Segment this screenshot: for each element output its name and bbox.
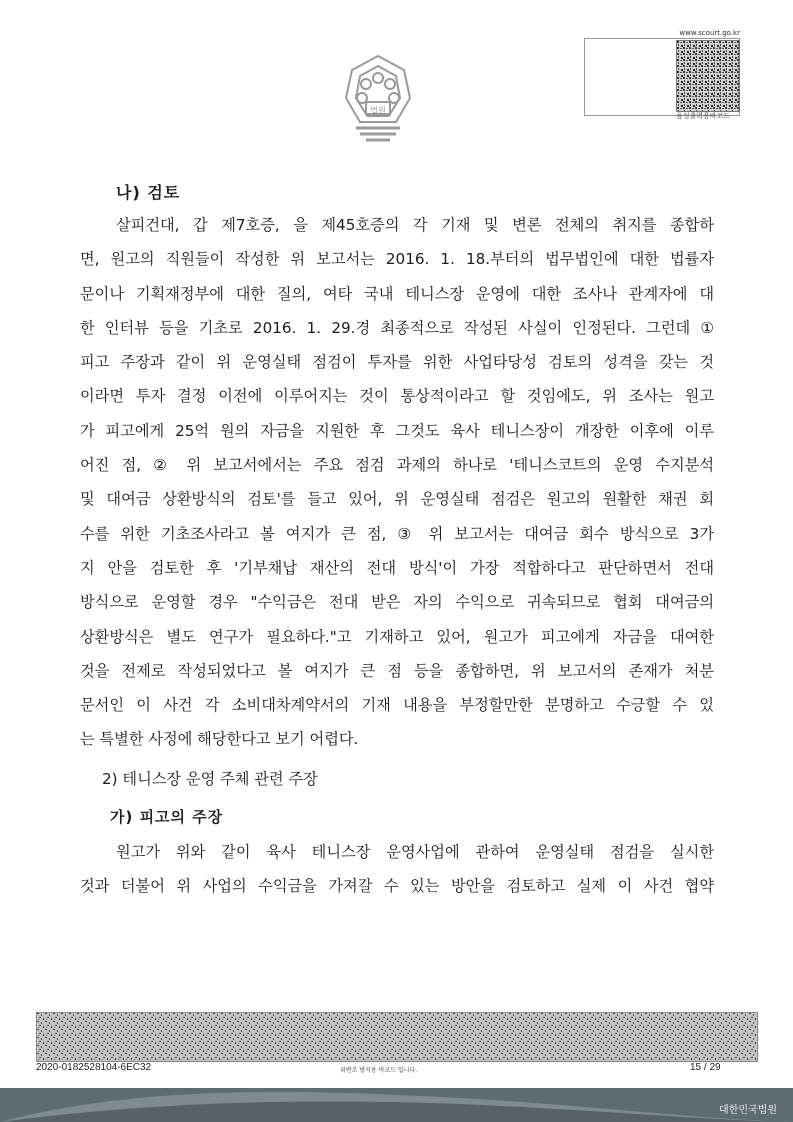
section-heading-review: 나) 검토 [116, 183, 181, 202]
barcode-caption: 음성출력용바코드 [675, 112, 731, 120]
text-line: 살피건대, 갑 제7호증, 을 제45호증의 각 기재 및 변론 전체의 취지를 종합하 [116, 216, 714, 234]
text-line: 피고 주장과 같이 위 운영실태 점검이 투자를 위한 사업타당성 검토의 성격을 갖는 것 [80, 353, 714, 372]
text-line: 및 대여금 상환방식의 검토'를 들고 있어, 위 운영실태 점검은 원고의 원활한 채권 회 [80, 490, 714, 509]
defendant-claim-paragraph [80, 835, 714, 904]
subsection-heading-operation: 2) 테니스장 운영 주체 관련 주장 [102, 769, 318, 788]
text-line: 면, 원고의 직원들이 작성한 위 보고서는 2016. 1. 18.부터의 법무법인에 대한 법률자 [80, 250, 714, 269]
text-line: 문이나 기획재정부에 대한 질의, 여타 국내 테니스장 운영에 대한 조사나 관계자에 대 [80, 284, 714, 303]
footer-band [0, 1088, 793, 1122]
text-line: 문서인 이 사건 각 소비대차계약서의 기재 내용을 부정할만한 분명하고 수긍할 수 있 [80, 696, 714, 715]
text-line: 것을 전제로 작성되었다고 볼 여지가 큰 점 등을 종합하면, 위 보고서의 존재가 처분 [80, 661, 714, 680]
subsection-heading-defendant-claim: 가) 피고의 주장 [110, 807, 224, 826]
seal-text: 법원 [370, 106, 386, 115]
text-line: 지 안을 검토한 후 '기부채납 재산의 전대 방식'이 가장 적합하다고 판단하면서 전대 [80, 558, 714, 577]
document-body [80, 178, 714, 903]
text-line: 이라면 투자 결정 이전에 이루어지는 것이 통상적이라고 할 것임에도, 위 조사는 원고 [80, 387, 714, 406]
text-line: 어진 점, ② 위 보고서에서는 주요 점검 과제의 하나로 '테니스코트의 운영 수지분석 [80, 456, 714, 475]
text-line: 것과 더불어 위 사업의 수익금을 가져갈 수 있는 방안을 검토하고 실제 이 사건 협약 [80, 877, 714, 896]
text-line: 상환방식은 별도 연구가 필요하다."고 기재하고 있어, 원고가 피고에게 자금을 대여한 [80, 627, 714, 646]
audio-barcode-icon [676, 40, 740, 112]
page-number: 15 / 29 [690, 1062, 721, 1073]
text-line: 가 피고에게 25억 원의 자금을 지원한 후 그것도 육사 테니스장이 개장한 이후에 이루 [80, 421, 714, 440]
text-line: 는 특별한 사정에 해당한다고 보기 어렵다. [80, 730, 359, 749]
document-id: 2020-0182528104-6EC32 [36, 1062, 152, 1073]
review-paragraph [80, 208, 714, 757]
anti-forgery-barcode-icon [36, 1012, 758, 1062]
text-line: 수를 위한 기초조사라고 볼 여지가 큰 점, ③ 위 보고서는 대여금 회수 방식으로 3가 [80, 524, 714, 543]
court-seal-logo [338, 50, 418, 146]
court-name: 대한민국법원 [719, 1105, 777, 1116]
barcode-notice: 위변조 방지용 바코드 입니다. [340, 1067, 418, 1074]
text-line: 방식으로 운영할 경우 "수익금은 전대 받은 자의 수익으로 귀속되므로 협회 대여금의 [80, 593, 714, 612]
text-line: 원고가 위와 같이 육사 테니스장 운영사업에 관하여 운영실태 점검을 실시한 [116, 842, 714, 861]
text-line: 한 인터뷰 등을 기초로 2016. 1. 29.경 최종적으로 작성된 사실이 인정된다. 그런데 ① [80, 318, 714, 337]
barcode-url: www.scourt.go.kr [679, 29, 740, 37]
